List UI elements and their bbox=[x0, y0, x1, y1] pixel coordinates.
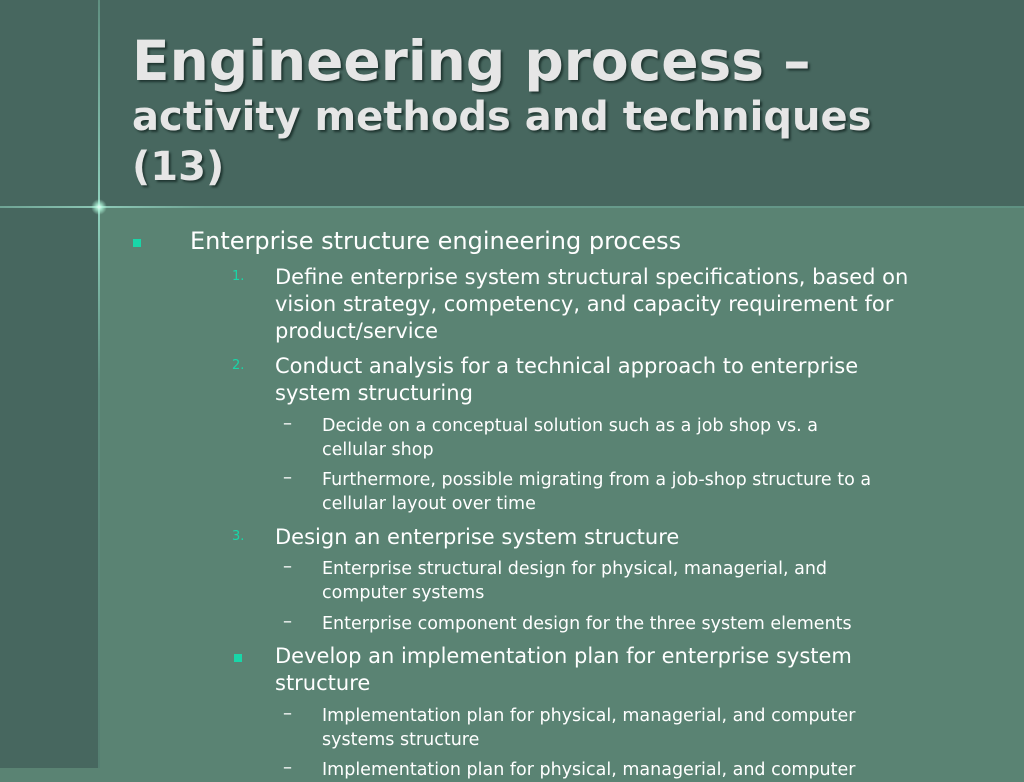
item2-sub2-line-1: Furthermore, possible migrating from a job-shop structure to a bbox=[322, 470, 872, 490]
item2-line-1: Conduct analysis for a technical approach to enterprise bbox=[275, 354, 859, 378]
slide-title bbox=[132, 30, 1012, 192]
dash-bullet-icon: – bbox=[283, 703, 292, 724]
item3-sub2-line-1: Enterprise component design for the three system elements bbox=[322, 614, 852, 634]
dash-bullet-icon: – bbox=[283, 556, 292, 577]
item4-sub1-line-1: Implementation plan for physical, managerial, and computer bbox=[322, 706, 856, 726]
horizontal-rule bbox=[0, 206, 1024, 208]
square-bullet-icon bbox=[133, 239, 141, 247]
item4-line-1: Develop an implementation plan for enterprise system bbox=[275, 644, 852, 668]
item1-line-3: product/service bbox=[275, 319, 439, 343]
item1-line-1: Define enterprise system structural specifications, based on bbox=[275, 265, 909, 289]
item3-line-1: Design an enterprise system structure bbox=[275, 525, 680, 549]
item3-sub1-line-1: Enterprise structural design for physical, managerial, and bbox=[322, 559, 828, 579]
square-bullet-icon bbox=[234, 654, 242, 662]
title-line-3: (13) bbox=[132, 144, 225, 190]
item1-line-2: vision strategy, competency, and capacity requirement for bbox=[275, 292, 894, 316]
dash-bullet-icon: – bbox=[283, 413, 292, 434]
item2-sub2-line-2: cellular layout over time bbox=[322, 494, 536, 514]
vertical-rule bbox=[98, 0, 100, 768]
dash-bullet-icon: – bbox=[283, 611, 292, 632]
left-band bbox=[0, 208, 100, 768]
dash-bullet-icon: – bbox=[283, 467, 292, 488]
item2-sub1-line-1: Decide on a conceptual solution such as a job shop vs. a bbox=[322, 416, 819, 436]
main-bullet-text: Enterprise structure engineering process bbox=[190, 227, 682, 255]
item2-line-2: system structuring bbox=[275, 381, 473, 405]
dash-bullet-icon: – bbox=[283, 757, 292, 778]
item2-sub1-line-2: cellular shop bbox=[322, 440, 434, 460]
item4-sub2-line-1: Implementation plan for physical, managerial, and computer bbox=[322, 760, 856, 780]
title-line-1: Engineering process – bbox=[132, 29, 811, 93]
title-line-2: activity methods and techniques bbox=[132, 94, 872, 140]
list-number-1: 1. bbox=[232, 269, 245, 284]
item3-sub1-line-2: computer systems bbox=[322, 583, 485, 603]
list-number-3: 3. bbox=[232, 529, 245, 544]
item4-sub1-line-2: systems structure bbox=[322, 730, 480, 750]
list-number-2: 2. bbox=[232, 358, 245, 373]
sparkle-decoration bbox=[91, 199, 107, 215]
item4-line-2: structure bbox=[275, 671, 371, 695]
